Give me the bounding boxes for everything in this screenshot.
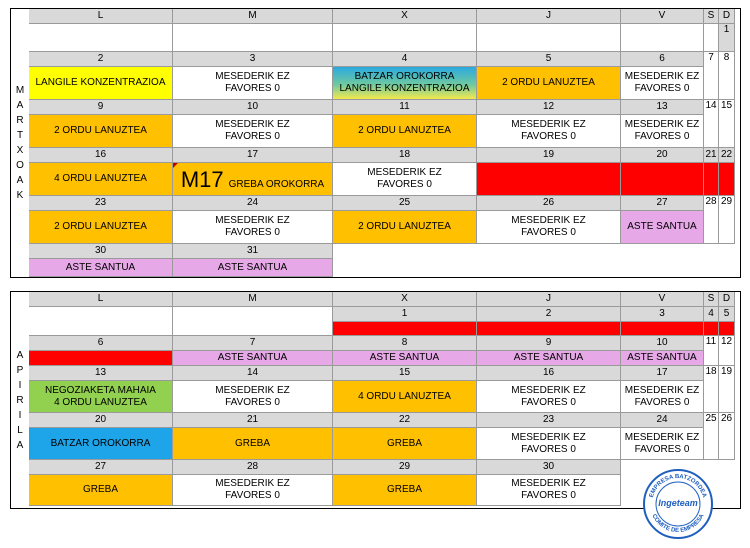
day-number: 5	[719, 307, 735, 322]
event-cell: GREBA	[333, 428, 477, 460]
event-cell: MESEDERIK EZ FAVORES 0	[477, 428, 621, 460]
event-cell: MESEDERIK EZ FAVORES 0	[173, 115, 333, 148]
day-number: 15	[719, 100, 735, 148]
event-cell: MESEDERIK EZ FAVORES 0	[477, 115, 621, 148]
empty-cell	[173, 307, 333, 336]
day-header-v: V	[621, 292, 704, 307]
event-cell: BATZAR OROKORRA LANGILE KONZENTRAZIOA	[333, 67, 477, 100]
april-grid	[29, 292, 740, 508]
day-number: 21	[704, 148, 719, 163]
empty-cell	[173, 24, 333, 52]
day-number: 13	[621, 100, 704, 115]
day-number: 4	[333, 52, 477, 67]
day-header-j: J	[477, 292, 621, 307]
day-number: 8	[719, 52, 735, 100]
day-number: 2	[477, 307, 621, 322]
day-number: 23	[477, 413, 621, 428]
day-number: 7	[173, 336, 333, 351]
event-cell: 2 ORDU LANUZTEA	[333, 115, 477, 148]
day-header-d: D	[719, 9, 735, 24]
event-cell-red	[29, 351, 173, 366]
event-cell: ASTE SANTUA	[29, 259, 173, 277]
stamp-bottom-text: COMITE DE EMPRESA	[650, 513, 706, 535]
event-cell: MESEDERIK EZ FAVORES 0	[621, 428, 704, 460]
month-label-april: A P I R I L A	[16, 349, 24, 451]
day-header-v: V	[621, 9, 704, 24]
day-number: 27	[621, 196, 704, 211]
stamp-brand: Ingeteam	[658, 498, 698, 508]
event-cell-red	[333, 322, 477, 336]
day-number: 20	[621, 148, 704, 163]
empty-cell	[333, 24, 477, 52]
day-number: 11	[333, 100, 477, 115]
day-number: 26	[477, 196, 621, 211]
day-number: 29	[719, 196, 735, 244]
day-number: 18	[704, 366, 719, 413]
empty-cell	[704, 24, 719, 52]
day-number: 24	[621, 413, 704, 428]
day-number: 14	[173, 366, 333, 381]
day-number: 17	[621, 366, 704, 381]
day-number: 16	[477, 366, 621, 381]
event-cell: MESEDERIK EZ FAVORES 0	[621, 67, 704, 100]
event-cell: MESEDERIK EZ FAVORES 0	[173, 381, 333, 413]
day-number: 19	[719, 366, 735, 413]
stamp-top-text: EMPRESA BATZORDEA	[648, 473, 708, 499]
event-cell-red	[704, 163, 719, 196]
empty-cell	[29, 307, 173, 336]
event-cell: 2 ORDU LANUZTEA	[477, 67, 621, 100]
day-number: 26	[719, 413, 735, 460]
day-header-l: L	[29, 9, 173, 24]
march-calendar	[10, 8, 741, 278]
event-cell-red	[621, 322, 704, 336]
day-number: 6	[29, 336, 173, 351]
event-cell-red	[477, 322, 621, 336]
day-number: 25	[333, 196, 477, 211]
day-number: 3	[621, 307, 704, 322]
event-cell: NEGOZIAKETA MAHAIA 4 ORDU LANUZTEA	[29, 381, 173, 413]
day-header-x: X	[333, 9, 477, 24]
day-number: 28	[173, 460, 333, 475]
day-number: 15	[333, 366, 477, 381]
empty-cell	[333, 244, 735, 277]
day-number: 12	[477, 100, 621, 115]
day-header-x: X	[333, 292, 477, 307]
day-header-l: L	[29, 292, 173, 307]
event-cell-general-strike: M17 GREBA OROKORRA	[173, 163, 333, 196]
day-number: 22	[333, 413, 477, 428]
event-cell: ASTE SANTUA	[173, 259, 333, 277]
day-number: 30	[29, 244, 173, 259]
day-number: 11	[704, 336, 719, 366]
event-cell-red	[621, 163, 704, 196]
event-cell: MESEDERIK EZ FAVORES 0	[173, 211, 333, 244]
day-number: 8	[333, 336, 477, 351]
event-cell: MESEDERIK EZ FAVORES 0	[477, 211, 621, 244]
event-cell: MESEDERIK EZ FAVORES 0	[173, 67, 333, 100]
empty-cell	[621, 24, 704, 52]
day-number: 24	[173, 196, 333, 211]
event-cell-red	[719, 163, 735, 196]
day-number: 19	[477, 148, 621, 163]
day-number: 6	[621, 52, 704, 67]
event-cell: MESEDERIK EZ FAVORES 0	[173, 475, 333, 506]
day-number: 23	[29, 196, 173, 211]
april-calendar	[10, 291, 741, 509]
day-number: 14	[704, 100, 719, 148]
event-cell: LANGILE KONZENTRAZIOA	[29, 67, 173, 100]
day-number: 22	[719, 148, 735, 163]
empty-cell	[29, 24, 173, 52]
month-label-march: M A R T X O A K	[15, 85, 25, 201]
day-number: 25	[704, 413, 719, 460]
day-number: 2	[29, 52, 173, 67]
event-cell: MESEDERIK EZ FAVORES 0	[333, 163, 477, 196]
event-cell: ASTE SANTUA	[173, 351, 333, 366]
day-number: 31	[173, 244, 333, 259]
event-cell: ASTE SANTUA	[333, 351, 477, 366]
event-cell: MESEDERIK EZ FAVORES 0	[477, 475, 621, 506]
event-cell: GREBA	[333, 475, 477, 506]
day-number: 1	[719, 24, 735, 52]
day-number: 27	[29, 460, 173, 475]
day-number: 28	[704, 196, 719, 244]
day-header-m: M	[173, 9, 333, 24]
day-number: 13	[29, 366, 173, 381]
day-number: 21	[173, 413, 333, 428]
day-number: 17	[173, 148, 333, 163]
event-cell: 4 ORDU LANUZTEA	[333, 381, 477, 413]
event-cell: BATZAR OROKORRA	[29, 428, 173, 460]
event-cell: ASTE SANTUA	[621, 211, 704, 244]
day-number: 16	[29, 148, 173, 163]
event-cell-red	[704, 322, 719, 336]
day-number: 12	[719, 336, 735, 366]
day-number: 20	[29, 413, 173, 428]
day-number: 9	[477, 336, 621, 351]
event-cell: 4 ORDU LANUZTEA	[29, 163, 173, 196]
day-number: 4	[704, 307, 719, 322]
event-cell: MESEDERIK EZ FAVORES 0	[477, 381, 621, 413]
event-cell: GREBA	[173, 428, 333, 460]
day-header-d: D	[719, 292, 735, 307]
company-committee-stamp	[642, 468, 714, 540]
day-number: 10	[173, 100, 333, 115]
event-cell: 2 ORDU LANUZTEA	[333, 211, 477, 244]
day-number: 9	[29, 100, 173, 115]
day-number: 10	[621, 336, 704, 351]
day-header-s: S	[704, 9, 719, 24]
event-cell-red	[477, 163, 621, 196]
day-header-j: J	[477, 9, 621, 24]
event-cell: GREBA	[29, 475, 173, 506]
day-number: 29	[333, 460, 477, 475]
empty-cell	[477, 24, 621, 52]
day-number: 3	[173, 52, 333, 67]
event-cell: 2 ORDU LANUZTEA	[29, 115, 173, 148]
day-number: 7	[704, 52, 719, 100]
event-cell-red	[719, 322, 735, 336]
day-header-s: S	[704, 292, 719, 307]
event-cell: MESEDERIK EZ FAVORES 0	[621, 115, 704, 148]
day-header-m: M	[173, 292, 333, 307]
event-cell: MESEDERIK EZ FAVORES 0	[621, 381, 704, 413]
event-cell: ASTE SANTUA	[621, 351, 704, 366]
day-number: 5	[477, 52, 621, 67]
event-cell: ASTE SANTUA	[477, 351, 621, 366]
day-number: 1	[333, 307, 477, 322]
event-cell: 2 ORDU LANUZTEA	[29, 211, 173, 244]
march-grid	[29, 9, 740, 277]
day-number: 30	[477, 460, 621, 475]
day-number: 18	[333, 148, 477, 163]
